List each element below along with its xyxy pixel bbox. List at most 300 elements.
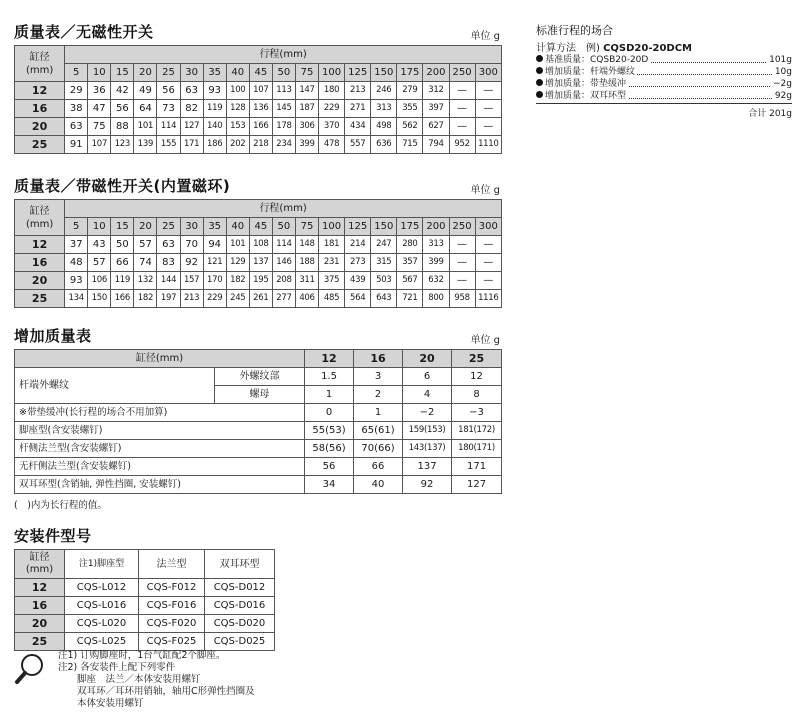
mass-value: 181 <box>319 236 345 254</box>
calc-item-label: 增加质量：双耳环型 <box>536 90 628 102</box>
row-label: 脚座型(含安装螺钉) <box>15 422 305 440</box>
part-number: CQS-L025 <box>65 633 139 651</box>
row-label: 杆侧法兰型(含安装螺钉) <box>15 440 305 458</box>
mounting-part-numbers <box>14 526 298 651</box>
mass-value: 208 <box>272 272 295 290</box>
mass-value: 47 <box>88 100 111 118</box>
mass-value: 70(66) <box>354 440 403 458</box>
mass-value: 279 <box>397 82 423 100</box>
mass-value: 36 <box>88 82 111 100</box>
mass-value: 186 <box>203 136 226 154</box>
mass-value: 147 <box>295 82 318 100</box>
mass-value: 313 <box>371 100 397 118</box>
stroke-value: 150 <box>371 218 397 236</box>
note-line: 注1) 订购脚座时，1台气缸配2个脚座。 <box>58 650 226 661</box>
note-line: 双耳环／耳环用销轴，轴用C形弹性挡圈及 <box>58 686 255 697</box>
bore-size: 12 <box>15 82 65 100</box>
mass-value: 166 <box>249 118 272 136</box>
mass-value: 101 <box>226 236 249 254</box>
part-number: CQS-L016 <box>65 597 139 615</box>
section-title: 安装件型号 <box>14 527 92 545</box>
stroke-value: 175 <box>397 64 423 82</box>
bore-size: 12 <box>15 236 65 254</box>
calc-item-value: −2g <box>773 79 792 89</box>
mass-value: 478 <box>319 136 345 154</box>
calc-item-label: 基准质量：CQSB20-20D <box>536 54 650 66</box>
stroke-value: 75 <box>295 64 318 82</box>
mass-value: 562 <box>397 118 423 136</box>
mass-value: 66 <box>111 254 134 272</box>
stroke-value: 50 <box>272 64 295 82</box>
mass-value: — <box>475 236 501 254</box>
mass-value: 12 <box>452 368 502 386</box>
mass-value: — <box>475 272 501 290</box>
mass-value: 73 <box>157 100 180 118</box>
part-number: CQS-D012 <box>205 579 275 597</box>
section-title: 增加质量表 <box>14 327 92 345</box>
mass-value: 49 <box>134 82 157 100</box>
stroke-value: 100 <box>319 64 345 82</box>
mass-value: 153 <box>226 118 249 136</box>
mass-value: 313 <box>423 236 449 254</box>
calc-item-value: 92g <box>774 91 792 101</box>
mass-value: −3 <box>452 404 502 422</box>
section-title: 质量表／无磁性开关 <box>14 23 154 41</box>
stroke-value: 50 <box>272 218 295 236</box>
mass-value: 406 <box>295 290 318 308</box>
mass-value: 273 <box>345 254 371 272</box>
note-line: 脚座 法兰／本体安装用螺钉 <box>58 674 201 685</box>
mass-value: 63 <box>180 82 203 100</box>
stroke-value: 175 <box>397 218 423 236</box>
mass-value: 229 <box>319 100 345 118</box>
unit-label: 单位 g <box>470 335 500 346</box>
magnifier-icon <box>14 652 48 686</box>
mass-value: 171 <box>452 458 502 476</box>
part-number: CQS-L020 <box>65 615 139 633</box>
mass-value: 106 <box>88 272 111 290</box>
mass-value: 29 <box>65 82 88 100</box>
mass-value: 82 <box>180 100 203 118</box>
calc-item-label: 增加质量：杆端外螺纹 <box>536 66 637 78</box>
stroke-value: 300 <box>475 64 501 82</box>
mounting-table <box>14 549 275 651</box>
mass-value: 180(171) <box>452 440 502 458</box>
mass-value: 1 <box>354 404 403 422</box>
row-label: 双耳环型(含销轴, 弹性挡圈, 安装螺钉) <box>15 476 305 494</box>
table-row <box>15 290 502 308</box>
mass-value: 434 <box>345 118 371 136</box>
mass-value: 114 <box>157 118 180 136</box>
mass-value: 148 <box>295 236 318 254</box>
bore-size: 20 <box>403 350 452 368</box>
mass-value: 312 <box>423 82 449 100</box>
mass-value: 180 <box>319 82 345 100</box>
calc-model: CQSD20-20DCM <box>603 43 693 54</box>
stroke-value: 15 <box>111 218 134 236</box>
table-row <box>15 597 275 615</box>
calc-example <box>536 39 792 54</box>
mass-value: 1110 <box>475 136 501 154</box>
stroke-value: 125 <box>345 218 371 236</box>
bore-size: 12 <box>15 579 65 597</box>
mass-value: — <box>449 118 475 136</box>
mass-value: 65(61) <box>354 422 403 440</box>
unit-label: 单位 g <box>470 31 500 42</box>
bore-size: 25 <box>15 633 65 651</box>
mass-value: 397 <box>423 100 449 118</box>
mass-value: 140 <box>203 118 226 136</box>
mass-value: 315 <box>371 254 397 272</box>
part-number: CQS-F025 <box>139 633 205 651</box>
long-stroke-note: ( )内为长行程的值。 <box>14 500 107 511</box>
mass-value: 187 <box>295 100 318 118</box>
table-row <box>15 579 275 597</box>
stroke-value: 40 <box>226 218 249 236</box>
mass-table-non-magnetic <box>14 22 502 154</box>
stroke-value: 150 <box>371 64 397 82</box>
note-line: 本体安装用螺钉 <box>58 698 144 709</box>
mass-value: 229 <box>203 290 226 308</box>
stroke-header: 行程(mm) <box>65 46 502 64</box>
mass-value: 8 <box>452 386 502 404</box>
bore-header: 缸径 (mm) <box>15 200 65 236</box>
stroke-value: 200 <box>423 218 449 236</box>
stroke-value: 5 <box>65 64 88 82</box>
bullet-icon <box>536 55 543 62</box>
mass-value: — <box>475 254 501 272</box>
mass-value: −2 <box>403 404 452 422</box>
row-label: ※带垫缓冲(长行程的场合不用加算) <box>15 404 305 422</box>
mass-value: 182 <box>226 272 249 290</box>
standard-stroke-calculation <box>536 22 792 119</box>
table-row <box>15 136 502 154</box>
bore-size: 20 <box>15 272 65 290</box>
part-number: CQS-F020 <box>139 615 205 633</box>
stroke-value: 15 <box>111 64 134 82</box>
table-row <box>15 615 275 633</box>
stroke-value: 30 <box>180 218 203 236</box>
mass-value: 58(56) <box>305 440 354 458</box>
mass-value: 157 <box>180 272 203 290</box>
row-label: 无杆侧法兰型(含安装螺钉) <box>15 458 305 476</box>
calc-total: 合计 201g <box>748 109 792 119</box>
table-row <box>15 458 502 476</box>
mass-value: 231 <box>319 254 345 272</box>
part-number: CQS-D016 <box>205 597 275 615</box>
mass-value: 127 <box>180 118 203 136</box>
mass-value: 234 <box>272 136 295 154</box>
mass-value: 40 <box>354 476 403 494</box>
calc-items <box>536 54 792 102</box>
mass-value: 134 <box>65 290 88 308</box>
mass-value: 146 <box>272 254 295 272</box>
bore-header: 缸径 (mm) <box>15 46 65 82</box>
mass-value: 101 <box>134 118 157 136</box>
bore-size: 25 <box>15 290 65 308</box>
clevis-header: 双耳环型 <box>205 550 275 579</box>
mass-value: 56 <box>157 82 180 100</box>
stroke-value: 10 <box>88 64 111 82</box>
stroke-value: 5 <box>65 218 88 236</box>
additional-mass-grid <box>14 349 502 494</box>
mass-value: 247 <box>371 236 397 254</box>
mass-value: 144 <box>157 272 180 290</box>
mass-value: 375 <box>319 272 345 290</box>
mass-value: 92 <box>403 476 452 494</box>
mass-value: 50 <box>111 236 134 254</box>
mass-value: 88 <box>111 118 134 136</box>
mass-value: 66 <box>354 458 403 476</box>
mass-value: 794 <box>423 136 449 154</box>
mass-value: 57 <box>134 236 157 254</box>
calc-item <box>536 54 792 66</box>
mass-value: — <box>475 100 501 118</box>
mass-value: 38 <box>65 100 88 118</box>
mass-value: — <box>449 272 475 290</box>
mass-value: 2 <box>354 386 403 404</box>
mass-value: 632 <box>423 272 449 290</box>
part-number: CQS-D025 <box>205 633 275 651</box>
mass-value: — <box>449 254 475 272</box>
mass-value: 171 <box>180 136 203 154</box>
calc-title: 标准行程的场合 <box>536 24 613 37</box>
mass-value: 43 <box>88 236 111 254</box>
mass-value: 503 <box>371 272 397 290</box>
mass-value: 139 <box>134 136 157 154</box>
mass-value: 958 <box>449 290 475 308</box>
mass-value: 94 <box>203 236 226 254</box>
mass-value: 155 <box>157 136 180 154</box>
mass-value: 399 <box>295 136 318 154</box>
stroke-value: 45 <box>249 64 272 82</box>
mass-value: 800 <box>423 290 449 308</box>
mass-value: 37 <box>65 236 88 254</box>
stroke-value: 40 <box>226 64 249 82</box>
stroke-value: 35 <box>203 218 226 236</box>
mass-value: 3 <box>354 368 403 386</box>
bore-header: 缸径 (mm) <box>15 550 65 579</box>
part-number: CQS-F016 <box>139 597 205 615</box>
mass-value: 261 <box>249 290 272 308</box>
stroke-value: 45 <box>249 218 272 236</box>
mass-value: 63 <box>157 236 180 254</box>
bore-size: 20 <box>15 118 65 136</box>
mass-value: 557 <box>345 136 371 154</box>
mass-value: — <box>475 82 501 100</box>
mass-value: 107 <box>88 136 111 154</box>
mass-value: 93 <box>65 272 88 290</box>
mass-value: 137 <box>249 254 272 272</box>
stroke-value: 30 <box>180 64 203 82</box>
mass-value: 64 <box>134 100 157 118</box>
mass-value: 280 <box>397 236 423 254</box>
mass-value: 93 <box>203 82 226 100</box>
mass-value: 57 <box>88 254 111 272</box>
mass-value: 170 <box>203 272 226 290</box>
part-number: CQS-L012 <box>65 579 139 597</box>
mass-value: 75 <box>88 118 111 136</box>
mass-value: — <box>449 236 475 254</box>
mass-value: 56 <box>305 458 354 476</box>
mass-value: 181(172) <box>452 422 502 440</box>
mass-value: 107 <box>249 82 272 100</box>
mass-value: 439 <box>345 272 371 290</box>
calc-label: 计算方法 例) <box>536 43 600 54</box>
mass-value: 63 <box>65 118 88 136</box>
mass-value: 485 <box>319 290 345 308</box>
mass-value: 271 <box>345 100 371 118</box>
mass-value: 498 <box>371 118 397 136</box>
mass-value: 213 <box>345 82 371 100</box>
mass-value: — <box>449 82 475 100</box>
mass-value: 92 <box>180 254 203 272</box>
mass-value: 34 <box>305 476 354 494</box>
table-row <box>15 82 502 100</box>
mass-value: 1 <box>305 386 354 404</box>
mass-value: 355 <box>397 100 423 118</box>
bullet-icon <box>536 67 543 74</box>
table-row <box>15 272 502 290</box>
bore-size: 16 <box>15 597 65 615</box>
mass-value: 277 <box>272 290 295 308</box>
mass-value: 311 <box>295 272 318 290</box>
stroke-value: 20 <box>134 64 157 82</box>
mass-value: 166 <box>111 290 134 308</box>
mass-value: — <box>475 118 501 136</box>
mass-value: 214 <box>345 236 371 254</box>
mass-value: 48 <box>65 254 88 272</box>
mass-table <box>14 45 502 154</box>
mass-value: 150 <box>88 290 111 308</box>
mass-value: 567 <box>397 272 423 290</box>
mass-value: 399 <box>423 254 449 272</box>
table-row <box>15 254 502 272</box>
bullet-icon <box>536 91 543 98</box>
bore-size: 25 <box>452 350 502 368</box>
mass-value: 213 <box>180 290 203 308</box>
part-number: CQS-F012 <box>139 579 205 597</box>
table-row <box>15 422 502 440</box>
calc-item-value: 101g <box>769 55 792 65</box>
mass-value: 119 <box>203 100 226 118</box>
part-number: CQS-D020 <box>205 615 275 633</box>
bore-header: 缸径(mm) <box>15 350 305 368</box>
table-row <box>15 100 502 118</box>
mass-value: 113 <box>272 82 295 100</box>
stroke-value: 25 <box>157 218 180 236</box>
calc-item <box>536 78 792 90</box>
stroke-value: 100 <box>319 218 345 236</box>
stroke-value: 75 <box>295 218 318 236</box>
mass-value: 114 <box>272 236 295 254</box>
bore-size: 12 <box>305 350 354 368</box>
mass-value: 636 <box>371 136 397 154</box>
foot-header: 注1)脚座型 <box>65 550 139 579</box>
mass-value: 132 <box>134 272 157 290</box>
mass-value: 721 <box>397 290 423 308</box>
table-row <box>15 633 275 651</box>
unit-label: 单位 g <box>470 185 500 196</box>
calc-item <box>536 90 792 102</box>
mass-value: 952 <box>449 136 475 154</box>
mass-value: 121 <box>203 254 226 272</box>
mass-value: — <box>449 100 475 118</box>
calc-item-label: 增加质量：带垫缓冲 <box>536 78 628 90</box>
bullet-icon <box>536 79 543 86</box>
mass-value: 145 <box>272 100 295 118</box>
stroke-header: 行程(mm) <box>65 200 502 218</box>
mass-value: 218 <box>249 136 272 154</box>
bore-size: 16 <box>15 100 65 118</box>
table-row <box>15 440 502 458</box>
mass-value: 306 <box>295 118 318 136</box>
stroke-value: 250 <box>449 64 475 82</box>
stroke-value: 250 <box>449 218 475 236</box>
mass-value: 202 <box>226 136 249 154</box>
bore-size: 16 <box>15 254 65 272</box>
mass-value: 55(53) <box>305 422 354 440</box>
mass-value: 197 <box>157 290 180 308</box>
mass-value: 143(137) <box>403 440 452 458</box>
mass-value: 643 <box>371 290 397 308</box>
stroke-value: 200 <box>423 64 449 82</box>
mass-value: 56 <box>111 100 134 118</box>
stroke-value: 300 <box>475 218 501 236</box>
mass-value: 128 <box>226 100 249 118</box>
bore-size: 25 <box>15 136 65 154</box>
table-row <box>15 476 502 494</box>
additional-mass-table <box>14 326 502 511</box>
mass-value: 83 <box>157 254 180 272</box>
bore-size: 16 <box>354 350 403 368</box>
table-row <box>15 118 502 136</box>
mass-value: 136 <box>249 100 272 118</box>
note-line: 注2) 各安装件上配下列零件 <box>58 662 176 673</box>
calc-item-value: 10g <box>774 67 792 77</box>
table-row <box>15 404 502 422</box>
stroke-value: 25 <box>157 64 180 82</box>
mass-value: 370 <box>319 118 345 136</box>
mass-table-magnetic <box>14 176 502 308</box>
mass-value: 70 <box>180 236 203 254</box>
mass-value: 100 <box>226 82 249 100</box>
flange-header: 法兰型 <box>139 550 205 579</box>
stroke-value: 35 <box>203 64 226 82</box>
mass-value: 627 <box>423 118 449 136</box>
mass-value: 564 <box>345 290 371 308</box>
mass-value: 108 <box>249 236 272 254</box>
mass-value: 1116 <box>475 290 501 308</box>
mass-value: 357 <box>397 254 423 272</box>
mass-value: 42 <box>111 82 134 100</box>
mass-value: 182 <box>134 290 157 308</box>
mass-value: 137 <box>403 458 452 476</box>
stroke-value: 20 <box>134 218 157 236</box>
mass-value: 123 <box>111 136 134 154</box>
mass-value: 188 <box>295 254 318 272</box>
mass-value: 715 <box>397 136 423 154</box>
mass-value: 1.5 <box>305 368 354 386</box>
mass-value: 74 <box>134 254 157 272</box>
bore-size: 20 <box>15 615 65 633</box>
mass-value: 159(153) <box>403 422 452 440</box>
mass-value: 245 <box>226 290 249 308</box>
sub-label: 外螺纹部 <box>215 368 305 386</box>
table-row <box>15 236 502 254</box>
stroke-value: 125 <box>345 64 371 82</box>
mass-value: 0 <box>305 404 354 422</box>
